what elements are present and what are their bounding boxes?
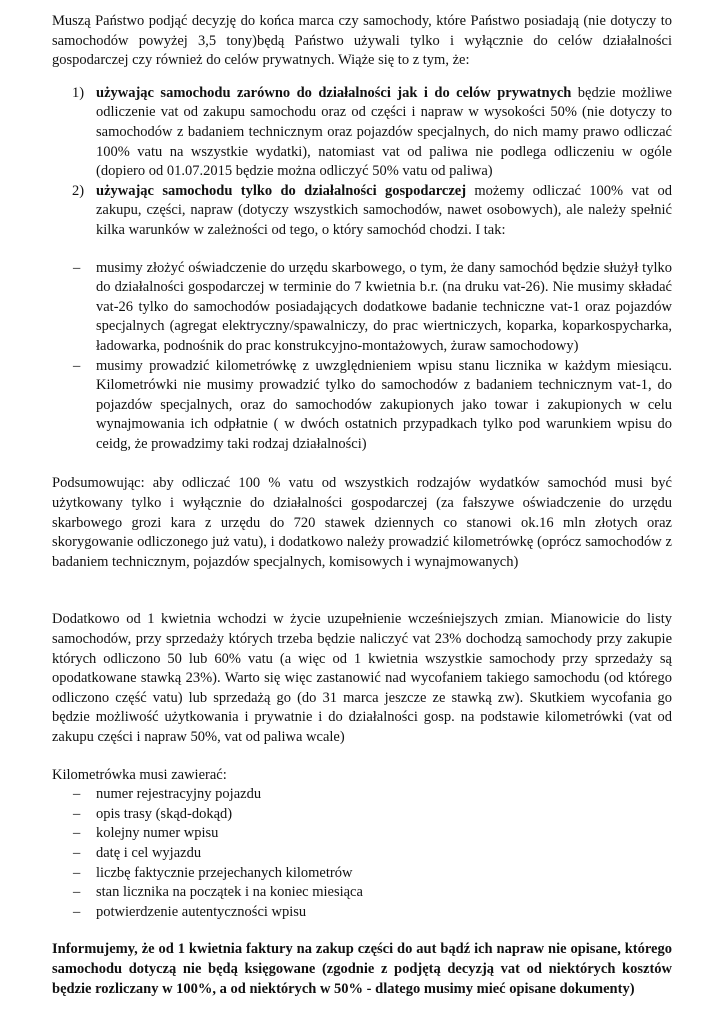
dash-bullet: – <box>73 864 81 881</box>
condition-text: musimy prowadzić kilometrówkę z uwzględnieniem wpisu stanu licznika w każdym miesiącu. Kilometrówki nie musimy prowadzić tylko do samochodów z badaniem technicznym vat-1, do pojazdów specjalnych, oraz do samochodów zakupionych jako towar i zakupionych w celu wynajmowania ich odpłatnie ( w dwóch ostatnich przypadkach tylko pod warunkiem wpisu do ceidg, że prowadzimy taki rodzaj działalności) <box>96 357 672 452</box>
dash-bullet: – <box>73 357 81 374</box>
conditions-list <box>52 259 672 455</box>
dash-bullet: – <box>73 805 81 822</box>
condition-item <box>52 357 672 455</box>
list-number: 1) <box>72 84 85 101</box>
option-text: będzie możliwe odliczenie vat od zakupu samochodu oraz od części i napraw w wysokości 50% (nie dotyczy to samochodów z badaniem technicznym oraz pojazdów specjalnych, do nich mamy prawo odliczać 100% vatu na wszystkie wydatki), natomiast vat od paliwa nie podlega odliczeniu w ogóle (dopiero od 01.07.2015 będzie można odliczyć 50% vatu od paliwa) <box>96 84 672 180</box>
requirement-item <box>52 824 672 844</box>
mileage-log-heading: Kilometrówka musi zawierać: <box>52 766 227 783</box>
requirement-item <box>52 844 672 864</box>
option-item-1 <box>52 84 672 182</box>
option-heading: używając samochodu tylko do działalności gospodarczej <box>96 182 467 199</box>
condition-text: musimy złożyć oświadczenie do urzędu skarbowego, o tym, że dany samochód będzie służył tylko do działalności gospodarczej w terminie do 7 kwietnia b.r. (na druku vat-26). Nie musimy składać vat-26 tylko do samochodów posiadających dodatkowe badanie techniczne vat-1 oraz pojazdów specjalnych (agregat elektryczny/spawalniczy, do prac wiertniczych, koparka, koparkospycharka, ładowarka, podnośnik do prac konstrukcyjno-montażowych, żuraw samochodowy) <box>96 259 672 354</box>
summary-paragraph: Podsumowując: aby odliczać 100 % vatu od wszystkich rodzajów wydatków samochód musi być użytkowany tylko i wyłącznie do działalności gospodarczej (za fałszywe oświadczenie do urzędu skarbowego grozi kara z urzędu do 720 stawek dziennych co stanowi ok.16 mln złotych oraz skorygowanie odliczonego już vatu), i dodatkowo należy prowadzić kilometrówkę (oprócz samochodów z badaniem technicznym, pojazdów specjalnych, komisowych i wynajmowanych) <box>52 475 672 570</box>
condition-item <box>52 259 672 357</box>
requirement-text: liczbę faktycznie przejechanych kilometrów <box>96 864 353 881</box>
additional-changes-paragraph: Dodatkowo od 1 kwietnia wchodzi w życie uzupełnienie wcześniejszych zmian. Mianowicie do listy samochodów, przy sprzedaży których trzeba będzie naliczyć vat 23% dochodzą samochody przy zakupie których odliczono 50 lub 60% vatu (a więc od 1 kwietnia wszystkie samochody przy sprzedaży są opodatkowane stawką 23%). Warto się więc zastanowić nad wycofaniem takiego samochodu (od którego odliczono część vatu) lub sprzedażą go (do 31 marca jeszcze ze stawką zw). Skutkiem wycofania go będzie możliwość użytkowania i prywatnie i do działalności gosp. na podstawie kilometrówki (vat od zakupu części i napraw 50%, vat od paliwa wcale) <box>52 611 672 745</box>
dash-bullet: – <box>73 884 81 901</box>
options-list <box>52 84 672 241</box>
requirement-item <box>52 805 672 825</box>
dash-bullet: – <box>73 844 81 861</box>
requirement-item <box>52 903 672 923</box>
final-notice-paragraph: Informujemy, że od 1 kwietnia faktury na zakup części do aut bądź ich napraw nie opisane, którego samochodu dotyczą nie będą księgowane (zgodnie z podjętą decyzją vat od niektórych kosztów będzie rozliczany w 100%, a od niektórych w 50% - dlatego musimy mieć opisane dokumenty) <box>52 941 672 997</box>
dash-bullet: – <box>73 825 81 842</box>
requirement-text: stan licznika na początek i na koniec miesiąca <box>96 884 363 901</box>
option-heading: używając samochodu zarówno do działalności jak i do celów prywatnych <box>96 84 572 101</box>
mileage-log-requirements-list <box>52 785 672 922</box>
intro-paragraph: Muszą Państwo podjąć decyzję do końca marca czy samochody, które Państwo posiadają (nie dotyczy to samochodów powyżej 3,5 tony)będą Państwo używali tylko i wyłącznie do celów działalności gospodarczej czy również do celów prywatnych. Wiąże się to z tym, że: <box>52 13 672 69</box>
option-text: możemy odliczać 100% vat od zakupu, części, napraw (dotyczy wszystkich samochodów, nawet osobowych), ale należy spełnić kilka warunków w zależności od tego, o który samochód chodzi. I tak: <box>96 182 672 238</box>
document-page <box>52 12 672 999</box>
requirement-item <box>52 785 672 805</box>
requirement-item <box>52 864 672 884</box>
requirement-text: potwierdzenie autentyczności wpisu <box>96 903 307 920</box>
spacer <box>52 241 672 259</box>
dash-bullet: – <box>73 259 81 276</box>
requirement-text: kolejny numer wpisu <box>96 825 219 842</box>
option-item-2 <box>52 182 672 241</box>
requirement-text: datę i cel wyjazdu <box>96 844 202 861</box>
dash-bullet: – <box>73 786 81 803</box>
list-number: 2) <box>72 182 85 199</box>
requirement-text: opis trasy (skąd-dokąd) <box>96 805 233 822</box>
requirement-text: numer rejestracyjny pojazdu <box>96 786 262 803</box>
dash-bullet: – <box>73 903 81 920</box>
requirement-item <box>52 883 672 903</box>
